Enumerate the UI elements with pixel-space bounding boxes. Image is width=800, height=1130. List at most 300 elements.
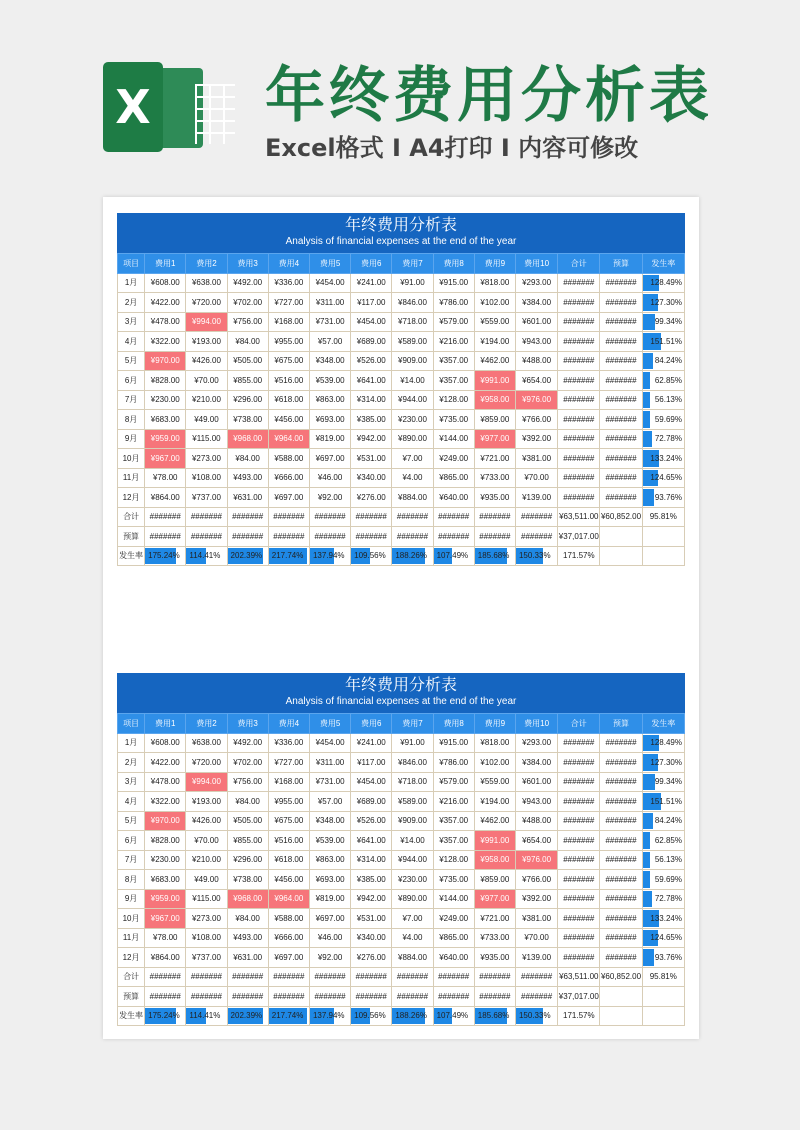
expense-cell: ¥697.00 bbox=[309, 909, 350, 929]
excel-x-icon: X bbox=[103, 62, 163, 152]
summary-cell: ####### bbox=[433, 527, 474, 547]
total-cell: 171.57% bbox=[558, 546, 600, 566]
rate-value: 150.33% bbox=[518, 551, 551, 561]
summary-cell: ####### bbox=[227, 527, 268, 547]
expense-cell: ¥890.00 bbox=[392, 889, 433, 909]
budget-cell: ¥60,852.00 bbox=[600, 507, 642, 527]
expense-cell-highlight: ¥970.00 bbox=[145, 351, 186, 371]
budget-cell: ¥60,852.00 bbox=[600, 967, 642, 987]
budget-cell bbox=[600, 546, 642, 566]
expense-cell: ¥756.00 bbox=[227, 772, 268, 792]
expense-cell: ¥357.00 bbox=[433, 371, 474, 391]
expense-cell: ¥70.00 bbox=[515, 928, 557, 948]
column-header: 费用4 bbox=[268, 714, 309, 734]
expense-cell: ¥531.00 bbox=[351, 449, 392, 469]
expense-cell-highlight: ¥994.00 bbox=[186, 312, 227, 332]
rate-bar bbox=[643, 353, 653, 370]
expense-cell: ¥683.00 bbox=[145, 410, 186, 430]
expense-cell: ¥955.00 bbox=[268, 332, 309, 352]
total-cell: ####### bbox=[558, 792, 600, 812]
expense-cell: ¥49.00 bbox=[186, 410, 227, 430]
rate-value: 127.30% bbox=[650, 757, 682, 767]
summary-cell: ####### bbox=[515, 967, 557, 987]
expense-cell: ¥230.00 bbox=[392, 410, 433, 430]
rate-cell bbox=[642, 811, 684, 831]
expense-cell: ¥559.00 bbox=[474, 772, 515, 792]
month-label: 6月 bbox=[118, 371, 145, 391]
expense-cell: ¥935.00 bbox=[474, 948, 515, 968]
expense-cell: ¥249.00 bbox=[433, 449, 474, 469]
column-rate-cell bbox=[309, 1006, 350, 1026]
expense-cell: ¥57.00 bbox=[309, 332, 350, 352]
rate-value: 128.49% bbox=[650, 278, 682, 288]
total-cell: ####### bbox=[558, 429, 600, 449]
expense-cell: ¥139.00 bbox=[515, 488, 557, 508]
expense-cell: ¥384.00 bbox=[515, 293, 557, 313]
budget-cell: ####### bbox=[600, 371, 642, 391]
expense-cell: ¥454.00 bbox=[309, 733, 350, 753]
expense-cell: ¥296.00 bbox=[227, 850, 268, 870]
column-header-row bbox=[118, 254, 685, 274]
rate-value: 109.56% bbox=[354, 551, 386, 561]
column-header: 费用8 bbox=[433, 714, 474, 734]
rate-bar bbox=[643, 813, 653, 830]
expense-cell: ¥766.00 bbox=[515, 410, 557, 430]
expense-cell: ¥293.00 bbox=[515, 733, 557, 753]
expense-cell: ¥57.00 bbox=[309, 792, 350, 812]
expense-cell: ¥718.00 bbox=[392, 772, 433, 792]
total-cell: ####### bbox=[558, 371, 600, 391]
expense-cell: ¥230.00 bbox=[392, 870, 433, 890]
expense-cell: ¥493.00 bbox=[227, 928, 268, 948]
rate-value: 84.24% bbox=[654, 816, 682, 826]
rate-cell bbox=[642, 468, 684, 488]
budget-row bbox=[118, 987, 685, 1007]
rate-value: 124.65% bbox=[650, 473, 682, 483]
expense-cell: ¥128.00 bbox=[433, 390, 474, 410]
expense-cell: ¥273.00 bbox=[186, 449, 227, 469]
expense-cell: ¥462.00 bbox=[474, 811, 515, 831]
rate-value: 107.49% bbox=[436, 551, 469, 561]
total-cell: ####### bbox=[558, 811, 600, 831]
expense-cell: ¥819.00 bbox=[309, 889, 350, 909]
table-row bbox=[118, 332, 685, 352]
table-row bbox=[118, 792, 685, 812]
summary-cell: ####### bbox=[351, 507, 392, 527]
expense-cell: ¥738.00 bbox=[227, 410, 268, 430]
column-header: 费用6 bbox=[351, 714, 392, 734]
expense-cell: ¥737.00 bbox=[186, 948, 227, 968]
expense-cell: ¥697.00 bbox=[268, 948, 309, 968]
total-cell: ####### bbox=[558, 332, 600, 352]
expense-cell: ¥944.00 bbox=[392, 850, 433, 870]
expense-cell: ¥675.00 bbox=[268, 351, 309, 371]
expense-cell: ¥505.00 bbox=[227, 351, 268, 371]
summary-cell: ####### bbox=[351, 527, 392, 547]
expense-cell: ¥589.00 bbox=[392, 332, 433, 352]
expense-cell: ¥117.00 bbox=[351, 753, 392, 773]
rate-value: 151.51% bbox=[650, 336, 682, 346]
rate-value: 56.13% bbox=[654, 395, 682, 405]
expense-cell: ¥340.00 bbox=[351, 928, 392, 948]
expense-cell-highlight: ¥958.00 bbox=[474, 390, 515, 410]
expense-cell-highlight: ¥967.00 bbox=[145, 449, 186, 469]
expense-cell: ¥654.00 bbox=[515, 371, 557, 391]
table-row bbox=[118, 772, 685, 792]
expense-cell: ¥539.00 bbox=[309, 831, 350, 851]
rate-value: 188.26% bbox=[395, 551, 427, 561]
expense-cell: ¥216.00 bbox=[433, 332, 474, 352]
budget-cell: ####### bbox=[600, 928, 642, 948]
summary-cell: ####### bbox=[515, 527, 557, 547]
expense-cell: ¥422.00 bbox=[145, 753, 186, 773]
table-row bbox=[118, 733, 685, 753]
summary-cell: ####### bbox=[268, 967, 309, 987]
total-cell: ####### bbox=[558, 410, 600, 430]
budget-cell: ####### bbox=[600, 312, 642, 332]
column-header: 合计 bbox=[558, 254, 600, 274]
expense-cell: ¥638.00 bbox=[186, 273, 227, 293]
expense-cell: ¥944.00 bbox=[392, 390, 433, 410]
expense-cell: ¥526.00 bbox=[351, 351, 392, 371]
column-rate-cell bbox=[392, 1006, 433, 1026]
row-label: 发生率 bbox=[118, 1006, 145, 1026]
rate-value: 62.85% bbox=[654, 835, 682, 845]
rate-bar bbox=[643, 392, 650, 409]
rate-bar bbox=[643, 372, 651, 389]
expense-cell: ¥766.00 bbox=[515, 870, 557, 890]
expense-cell: ¥786.00 bbox=[433, 293, 474, 313]
expense-cell: ¥84.00 bbox=[227, 792, 268, 812]
table-row bbox=[118, 488, 685, 508]
expense-cell: ¥935.00 bbox=[474, 488, 515, 508]
expense-cell: ¥115.00 bbox=[186, 889, 227, 909]
expense-cell: ¥640.00 bbox=[433, 488, 474, 508]
expense-cell: ¥276.00 bbox=[351, 948, 392, 968]
rate-bar bbox=[643, 871, 650, 888]
rate-value: 124.65% bbox=[650, 933, 682, 943]
column-rate-cell bbox=[145, 1006, 186, 1026]
expense-cell: ¥210.00 bbox=[186, 850, 227, 870]
summary-cell: ####### bbox=[309, 967, 350, 987]
rate-bar bbox=[643, 774, 655, 791]
expense-cell-highlight: ¥959.00 bbox=[145, 429, 186, 449]
sheet-title: 年终费用分析表 bbox=[344, 675, 457, 694]
expense-cell: ¥336.00 bbox=[268, 733, 309, 753]
rate-value: 107.49% bbox=[436, 1011, 469, 1021]
expense-cell: ¥618.00 bbox=[268, 850, 309, 870]
rate-value: 151.51% bbox=[650, 796, 682, 806]
expense-cell: ¥454.00 bbox=[351, 772, 392, 792]
expense-cell: ¥654.00 bbox=[515, 831, 557, 851]
expense-cell: ¥915.00 bbox=[433, 733, 474, 753]
column-header: 费用5 bbox=[309, 714, 350, 734]
expense-cell: ¥456.00 bbox=[268, 870, 309, 890]
rate-cell bbox=[642, 870, 684, 890]
expense-cell: ¥249.00 bbox=[433, 909, 474, 929]
column-header: 费用7 bbox=[392, 714, 433, 734]
summary-cell: ####### bbox=[392, 527, 433, 547]
month-label: 3月 bbox=[118, 772, 145, 792]
column-rate-cell bbox=[186, 1006, 227, 1026]
summary-cell: ####### bbox=[145, 967, 186, 987]
summary-cell: ####### bbox=[433, 967, 474, 987]
rate-cell: 95.81% bbox=[642, 507, 684, 527]
sheet-subtitle: Analysis of financial expenses at the end of the year bbox=[285, 696, 517, 707]
rate-value: 202.39% bbox=[230, 1011, 263, 1021]
rate-cell bbox=[642, 429, 684, 449]
summary-cell: ####### bbox=[433, 987, 474, 1007]
document-page bbox=[103, 197, 699, 1039]
expense-cell: ¥859.00 bbox=[474, 410, 515, 430]
expense-sheet-2 bbox=[117, 673, 685, 1026]
summary-cell: ####### bbox=[186, 987, 227, 1007]
rate-value: 128.49% bbox=[650, 738, 682, 748]
total-cell: 171.57% bbox=[558, 1006, 600, 1026]
rate-value: 72.78% bbox=[654, 434, 682, 444]
month-label: 3月 bbox=[118, 312, 145, 332]
summary-cell: ####### bbox=[474, 507, 515, 527]
expense-cell: ¥46.00 bbox=[309, 928, 350, 948]
total-cell: ####### bbox=[558, 293, 600, 313]
expense-cell: ¥738.00 bbox=[227, 870, 268, 890]
rate-cell bbox=[642, 488, 684, 508]
rate-cell bbox=[642, 293, 684, 313]
rate-value: 175.24% bbox=[148, 551, 180, 561]
budget-cell: ####### bbox=[600, 811, 642, 831]
summary-cell: ####### bbox=[351, 987, 392, 1007]
month-label: 8月 bbox=[118, 870, 145, 890]
budget-cell bbox=[600, 987, 642, 1007]
expense-cell: ¥117.00 bbox=[351, 293, 392, 313]
expense-cell-highlight: ¥967.00 bbox=[145, 909, 186, 929]
month-label: 10月 bbox=[118, 909, 145, 929]
expense-cell: ¥49.00 bbox=[186, 870, 227, 890]
expense-cell: ¥818.00 bbox=[474, 733, 515, 753]
month-label: 4月 bbox=[118, 332, 145, 352]
expense-cell: ¥230.00 bbox=[145, 850, 186, 870]
summary-cell: ####### bbox=[474, 967, 515, 987]
rate-value: 217.74% bbox=[271, 551, 304, 561]
table-row bbox=[118, 371, 685, 391]
summary-cell: ####### bbox=[268, 987, 309, 1007]
expense-cell: ¥478.00 bbox=[145, 772, 186, 792]
rate-value: 114.41% bbox=[189, 551, 221, 561]
column-header: 发生率 bbox=[642, 714, 684, 734]
rate-value: 93.76% bbox=[654, 492, 682, 502]
expense-cell: ¥91.00 bbox=[392, 273, 433, 293]
column-header: 费用10 bbox=[515, 254, 557, 274]
rate-bar bbox=[643, 314, 655, 331]
expense-cell: ¥683.00 bbox=[145, 870, 186, 890]
rate-value: 99.34% bbox=[654, 777, 682, 787]
expense-cell: ¥241.00 bbox=[351, 273, 392, 293]
expense-cell-highlight: ¥968.00 bbox=[227, 889, 268, 909]
rate-value: 185.68% bbox=[477, 1011, 510, 1021]
row-label: 合计 bbox=[118, 967, 145, 987]
expense-cell: ¥720.00 bbox=[186, 293, 227, 313]
summary-cell: ####### bbox=[186, 527, 227, 547]
budget-cell: ####### bbox=[600, 293, 642, 313]
expense-cell-highlight: ¥958.00 bbox=[474, 850, 515, 870]
budget-cell: ####### bbox=[600, 410, 642, 430]
expense-cell-highlight: ¥994.00 bbox=[186, 772, 227, 792]
column-header: 合计 bbox=[558, 714, 600, 734]
summary-cell: ####### bbox=[392, 507, 433, 527]
table-row bbox=[118, 390, 685, 410]
expense-cell: ¥426.00 bbox=[186, 351, 227, 371]
expense-cell: ¥884.00 bbox=[392, 948, 433, 968]
expense-cell: ¥454.00 bbox=[351, 312, 392, 332]
expense-cell: ¥293.00 bbox=[515, 273, 557, 293]
total-cell: ¥63,511.00 bbox=[558, 507, 600, 527]
expense-cell: ¥943.00 bbox=[515, 792, 557, 812]
expense-cell: ¥70.00 bbox=[186, 831, 227, 851]
month-label: 8月 bbox=[118, 410, 145, 430]
expense-cell: ¥7.00 bbox=[392, 909, 433, 929]
expense-cell: ¥666.00 bbox=[268, 468, 309, 488]
table-row bbox=[118, 351, 685, 371]
expense-cell: ¥579.00 bbox=[433, 772, 474, 792]
summary-cell: ####### bbox=[145, 507, 186, 527]
banner-title: 年终费用分析表 bbox=[265, 61, 713, 131]
expense-cell: ¥314.00 bbox=[351, 850, 392, 870]
expense-cell-highlight: ¥959.00 bbox=[145, 889, 186, 909]
column-header: 费用2 bbox=[186, 254, 227, 274]
expense-cell: ¥322.00 bbox=[145, 792, 186, 812]
expense-cell: ¥608.00 bbox=[145, 733, 186, 753]
rate-cell bbox=[642, 332, 684, 352]
column-header: 费用2 bbox=[186, 714, 227, 734]
expense-cell-highlight: ¥991.00 bbox=[474, 371, 515, 391]
expense-cell: ¥863.00 bbox=[309, 850, 350, 870]
budget-cell: ####### bbox=[600, 488, 642, 508]
summary-cell: ####### bbox=[351, 967, 392, 987]
column-header: 费用3 bbox=[227, 254, 268, 274]
expense-cell: ¥422.00 bbox=[145, 293, 186, 313]
expense-cell: ¥737.00 bbox=[186, 488, 227, 508]
column-rate-cell bbox=[515, 546, 557, 566]
sheet-title: 年终费用分析表 bbox=[344, 215, 457, 234]
total-cell: ####### bbox=[558, 870, 600, 890]
expense-cell: ¥666.00 bbox=[268, 928, 309, 948]
expense-cell: ¥385.00 bbox=[351, 870, 392, 890]
expense-cell: ¥588.00 bbox=[268, 909, 309, 929]
rate-value: 188.26% bbox=[395, 1011, 427, 1021]
month-label: 7月 bbox=[118, 390, 145, 410]
expense-cell-highlight: ¥976.00 bbox=[515, 850, 557, 870]
rate-bar bbox=[643, 891, 652, 908]
table-row bbox=[118, 909, 685, 929]
expense-cell: ¥588.00 bbox=[268, 449, 309, 469]
row-label: 发生率 bbox=[118, 546, 145, 566]
budget-cell: ####### bbox=[600, 772, 642, 792]
budget-cell: ####### bbox=[600, 390, 642, 410]
rate-value: 175.24% bbox=[148, 1011, 180, 1021]
rate-cell bbox=[642, 312, 684, 332]
expense-cell: ¥102.00 bbox=[474, 293, 515, 313]
expense-cell: ¥909.00 bbox=[392, 351, 433, 371]
expense-cell: ¥505.00 bbox=[227, 811, 268, 831]
rate-value: 59.69% bbox=[654, 414, 682, 424]
month-label: 12月 bbox=[118, 948, 145, 968]
total-cell: ####### bbox=[558, 488, 600, 508]
expense-cell: ¥144.00 bbox=[433, 429, 474, 449]
budget-cell: ####### bbox=[600, 449, 642, 469]
expense-cell: ¥456.00 bbox=[268, 410, 309, 430]
summary-cell: ####### bbox=[433, 507, 474, 527]
expense-cell: ¥735.00 bbox=[433, 870, 474, 890]
expense-cell: ¥693.00 bbox=[309, 410, 350, 430]
column-header: 费用6 bbox=[351, 254, 392, 274]
expense-cell: ¥194.00 bbox=[474, 792, 515, 812]
expense-cell: ¥488.00 bbox=[515, 811, 557, 831]
expense-cell: ¥828.00 bbox=[145, 371, 186, 391]
budget-cell: ####### bbox=[600, 850, 642, 870]
expense-cell: ¥128.00 bbox=[433, 850, 474, 870]
expense-cell: ¥689.00 bbox=[351, 332, 392, 352]
expense-cell: ¥14.00 bbox=[392, 831, 433, 851]
expense-cell: ¥693.00 bbox=[309, 870, 350, 890]
expense-cell: ¥322.00 bbox=[145, 332, 186, 352]
expense-cell-highlight: ¥977.00 bbox=[474, 429, 515, 449]
sheet-header bbox=[117, 213, 685, 253]
column-rate-cell bbox=[227, 546, 268, 566]
expense-cell: ¥4.00 bbox=[392, 928, 433, 948]
summary-cell: ####### bbox=[145, 527, 186, 547]
rate-value: 217.74% bbox=[271, 1011, 304, 1021]
expense-cell: ¥194.00 bbox=[474, 332, 515, 352]
expense-cell: ¥531.00 bbox=[351, 909, 392, 929]
summary-cell: ####### bbox=[268, 507, 309, 527]
column-header-row bbox=[118, 714, 685, 734]
rate-cell bbox=[642, 351, 684, 371]
expense-cell: ¥539.00 bbox=[309, 371, 350, 391]
expense-cell: ¥193.00 bbox=[186, 332, 227, 352]
expense-cell: ¥241.00 bbox=[351, 733, 392, 753]
month-label: 7月 bbox=[118, 850, 145, 870]
budget-cell: ####### bbox=[600, 870, 642, 890]
rate-value: 127.30% bbox=[650, 297, 682, 307]
summary-cell: ####### bbox=[392, 987, 433, 1007]
column-rate-cell bbox=[392, 546, 433, 566]
expense-cell: ¥296.00 bbox=[227, 390, 268, 410]
rate-bar bbox=[643, 852, 650, 869]
expense-cell: ¥91.00 bbox=[392, 733, 433, 753]
summary-cell: ####### bbox=[309, 987, 350, 1007]
expense-cell: ¥311.00 bbox=[309, 293, 350, 313]
expense-cell: ¥14.00 bbox=[392, 371, 433, 391]
expense-cell: ¥733.00 bbox=[474, 468, 515, 488]
expense-cell: ¥631.00 bbox=[227, 488, 268, 508]
summary-cell: ####### bbox=[186, 967, 227, 987]
expense-cell: ¥731.00 bbox=[309, 772, 350, 792]
rate-value: 202.39% bbox=[230, 551, 263, 561]
budget-cell bbox=[600, 527, 642, 547]
total-cell: ####### bbox=[558, 948, 600, 968]
column-rate-cell bbox=[474, 546, 515, 566]
expense-cell: ¥890.00 bbox=[392, 429, 433, 449]
expense-cell: ¥84.00 bbox=[227, 909, 268, 929]
rate-cell bbox=[642, 987, 684, 1007]
expense-cell: ¥855.00 bbox=[227, 371, 268, 391]
expense-cell: ¥78.00 bbox=[145, 928, 186, 948]
total-cell: ####### bbox=[558, 928, 600, 948]
expense-cell: ¥720.00 bbox=[186, 753, 227, 773]
column-header: 费用8 bbox=[433, 254, 474, 274]
expense-cell: ¥618.00 bbox=[268, 390, 309, 410]
expense-cell: ¥426.00 bbox=[186, 811, 227, 831]
